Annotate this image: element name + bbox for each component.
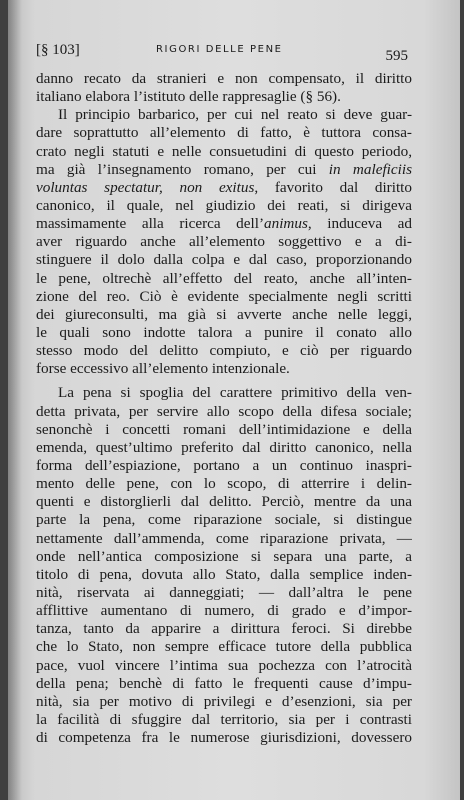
text-line: dare soprattutto all’elemento di fatto, è tuttora consa- [36,124,412,142]
text-line: stinguere il dolo dalla colpa e dal caso, proporzionando [36,251,412,269]
paragraph [36,106,412,378]
text-line: della pena; benchè di fatto le frequenti cause d’impu- [36,674,412,692]
text-line: tanza, tanto da apparire a dirittura feroci. Si direbbe [36,620,412,638]
text-line: aver riguardo anche all’elemento soggettivo e a di- [36,233,412,251]
text-line: titolo di pena, dovuta allo Stato, dalla semplice inden- [36,565,412,583]
text-line: che lo Stato, non sempre efficace tutore della pubblica [36,638,412,656]
text-line: crato negli statuti e nelle consuetudini di questo periodo, [36,142,412,160]
text-line: zione del reo. Ciò è evidente specialmente negli scritti [36,287,412,305]
text-line: senonchè i concetti romani dell’intimidazione e della [36,420,412,438]
text-line: le quali sono indotte talora a punire il conato allo [36,323,412,341]
text-line: di competenza fra le numerose giurisdizioni, dovessero [36,729,412,747]
text-line: stesso modo del delitto compiuto, e ciò per riguardo [36,342,412,360]
text-line: voluntas spectatur, non exitus, favorito dal diritto [36,178,412,196]
text-line: nità, riservata ai danneggiati; — dall’altra le pene [36,583,412,601]
book-page [8,0,460,800]
text-line: le pene, oltrechè all’effetto del reato, anche all’inten- [36,269,412,287]
text-line: quenti e distorglierli dal delitto. Perciò, mentre da una [36,493,412,511]
text-line: nità, sia per motivo di privilegi e d’esenzioni, sia per [36,692,412,710]
text-line: nettamente dall’ammenda, come riparazione privata, — [36,529,412,547]
text-line: emenda, quest’ultimo preferito dal diritto canonico, nella [36,438,412,456]
text-line: danno recato da stranieri e non compensato, il diritto [36,70,412,87]
gutter-shadow [8,0,22,800]
text-line: pace, vuol vincere l’intima sua pochezza con l’atrocità [36,656,412,674]
text-line: onde nell’antica composizione si separa una parte, a [36,547,412,565]
text-line: afflittive aumentano di numero, di grado e d’impor- [36,602,412,620]
text-line: detta privata, per servire allo scopo della difesa sociale; [36,402,412,420]
section-reference: [§ 103] [36,42,80,58]
text-line: mento delle pene, con lo scopo, di atterrire i delin- [36,475,412,493]
text-line: la facilità di sfuggire dal territorio, sia per i contrasti [36,710,412,728]
page-number: 595 [385,48,408,64]
text-line: ma già l’insegnamento romano, per cui in maleficiis [36,160,412,178]
text-line: forma dell’espiazione, portano a un continuo inaspri- [36,456,412,474]
text-line: italiano elabora l’istituto delle rappresaglie (§ 56). [36,88,341,106]
text-line: parte la pena, come riparazione sociale, si distingue [36,511,412,529]
body-text [36,70,412,747]
text-line: Il principio barbarico, per cui nel reato si deve guar- [58,106,412,124]
text-line: La pena si spoglia del carattere primitivo della ven- [58,384,412,402]
text-line: forse eccessivo all’elemento intenzionale. [36,360,290,378]
text-line: massimamente alla ricerca dell’animus, induceva ad [36,215,412,233]
text-line: dei giureconsulti, ma già si avverte anche nelle leggi, [36,305,412,323]
running-head [36,42,408,62]
paragraph [36,70,412,106]
paragraph [36,384,412,747]
text-line: canonico, il quale, nel giudizio dei reati, si dirigeva [36,196,412,214]
running-title: RIGORI DELLE PENE [156,44,283,55]
